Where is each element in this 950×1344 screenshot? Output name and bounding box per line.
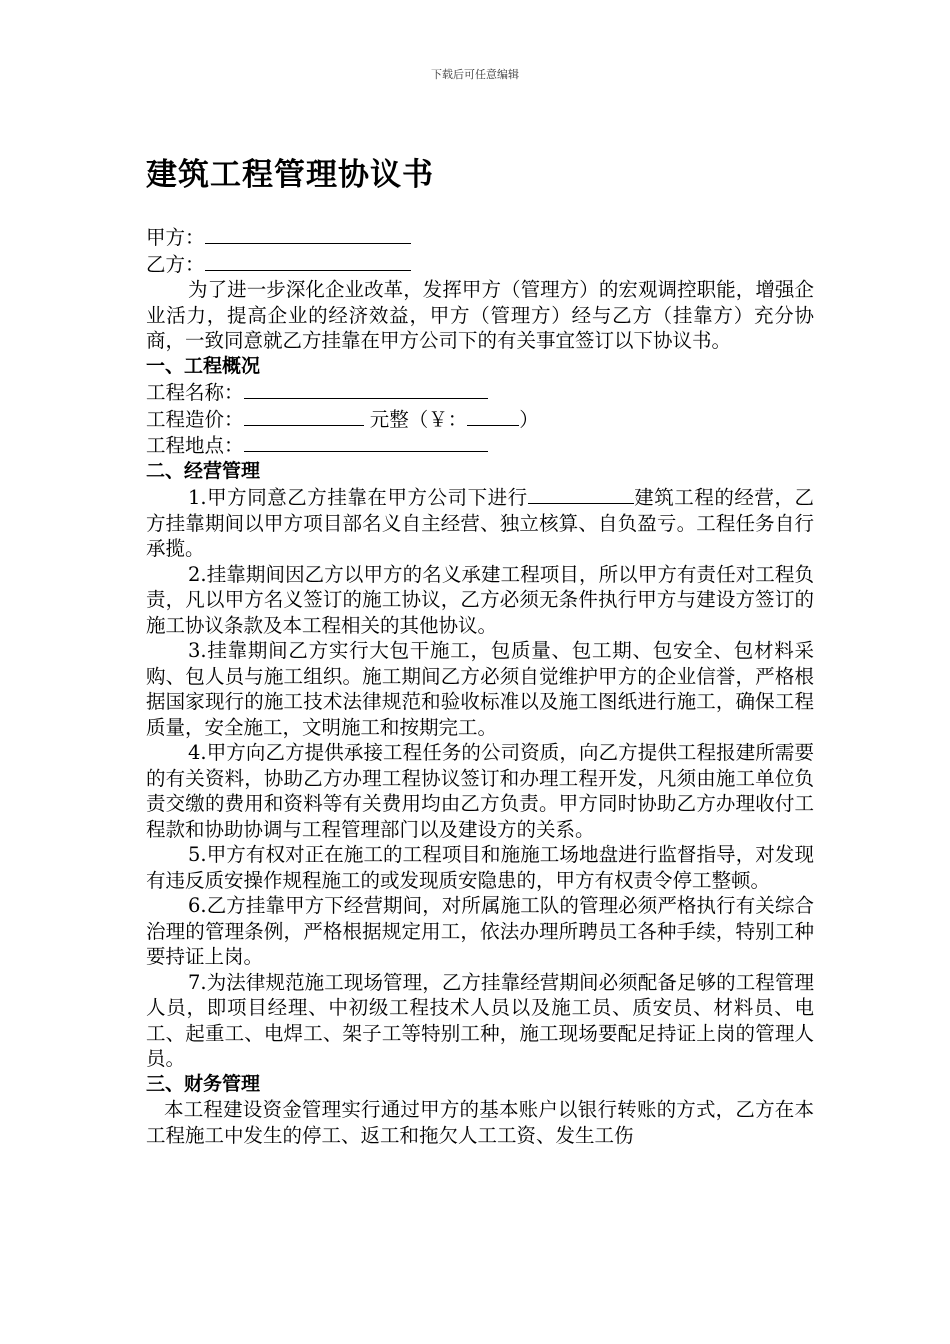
party-b-blank[interactable] — [205, 251, 411, 271]
section-2-item-3: 3.挂靠期间乙方实行大包干施工，包质量、包工期、包安全、包材料采购、包人员与施工组织。施工期间乙方必须自觉维护甲方的企业信誉，严格根据国家现行的施工技术法律规范和验收标准以及施工图纸进行施工，确保工程质量，安全施工，文明施工和按期完工。 — [146, 639, 814, 739]
item-1-pre: 1.甲方同意乙方挂靠在甲方公司下进行 — [188, 486, 528, 509]
document-body — [146, 224, 814, 1148]
project-location-line — [146, 432, 814, 459]
section-2-item-4: 4.甲方向乙方提供承接工程任务的公司资质，向乙方提供工程报建所需要的有关资料，协助乙方办理工程协议签订和办理工程开发，凡须由施工单位负责交缴的费用和资料等有关费用均由乙方负责。甲方同时协助乙方办理收付工程款和协助协调与工程管理部门以及建设方的关系。 — [146, 741, 814, 841]
project-cost-unit: 元整（￥： — [369, 407, 468, 431]
construction-type-blank[interactable] — [528, 484, 634, 504]
project-name-label: 工程名称： — [146, 381, 244, 404]
section-2-item-5: 5.甲方有权对正在施工的工程项目和施施工场地盘进行监督指导，对发现有违反质安操作规程施工的或发现质安隐患的，甲方有权责令停工整顿。 — [146, 843, 814, 892]
section-3-paragraph: 本工程建设资金管理实行通过甲方的基本账户以银行转账的方式，乙方在本工程施工中发生的停工、返工和拖欠人工工资、发生工伤 — [146, 1098, 814, 1147]
project-location-label: 工程地点： — [146, 434, 244, 457]
project-cost-blank[interactable] — [244, 406, 364, 426]
project-cost-close: ） — [519, 407, 539, 431]
section-3-heading: 三、财务管理 — [146, 1072, 261, 1095]
project-name-line — [146, 379, 814, 406]
section-2-item-6: 6.乙方挂靠甲方下经营期间，对所属施工队的管理必须严格执行有关综合治理的管理条例，严格根据规定用工，依法办理所聘员工各种手续，特别工种要持证上岗。 — [146, 894, 814, 968]
party-b-label: 乙方： — [146, 252, 205, 276]
project-cost-figure-blank[interactable] — [467, 406, 519, 426]
section-2-item-2: 2.挂靠期间因乙方以甲方的名义承建工程项目，所以甲方有责任对工程负责，凡以甲方名义签订的施工协议，乙方必须无条件执行甲方与建设方签订的施工协议条款及本工程相关的其他协议。 — [146, 562, 814, 637]
section-2-item-1 — [146, 484, 814, 562]
section-2-heading: 二、经营管理 — [146, 459, 261, 482]
document-title: 建筑工程管理协议书 — [146, 157, 434, 193]
party-a-line — [146, 224, 814, 251]
project-cost-label: 工程造价： — [146, 407, 244, 431]
project-name-blank[interactable] — [244, 379, 488, 399]
item-1-post: 建筑工程的经营，乙方挂靠期间以甲方项目部名义自主经营、独立核算、自负盈亏。工程任务自行承揽。 — [146, 486, 814, 560]
party-b-line — [146, 251, 814, 278]
intro-paragraph: 为了进一步深化企业改革，发挥甲方（管理方）的宏观调控职能，增强企业活力，提高企业的经济效益，甲方（管理方）经与乙方（挂靠方）充分协商，一致同意就乙方挂靠在甲方公司下的有关事宜签订以下协议书。 — [146, 278, 814, 352]
section-1-heading: 一、工程概况 — [146, 354, 261, 377]
project-cost-line — [146, 406, 814, 433]
party-a-blank[interactable] — [205, 224, 411, 244]
section-2-item-7: 7.为法律规范施工现场管理，乙方挂靠经营期间必须配备足够的工程管理人员，即项目经理、中初级工程技术人员以及施工员、质安员、材料员、电工、起重工、电焊工、架子工等特别工种，施工现场要配足持证上岗的管理人员。 — [146, 970, 814, 1070]
project-location-blank[interactable] — [244, 432, 488, 452]
page-header-note: 下载后可任意编辑 — [431, 68, 519, 81]
party-a-label: 甲方： — [146, 226, 205, 249]
